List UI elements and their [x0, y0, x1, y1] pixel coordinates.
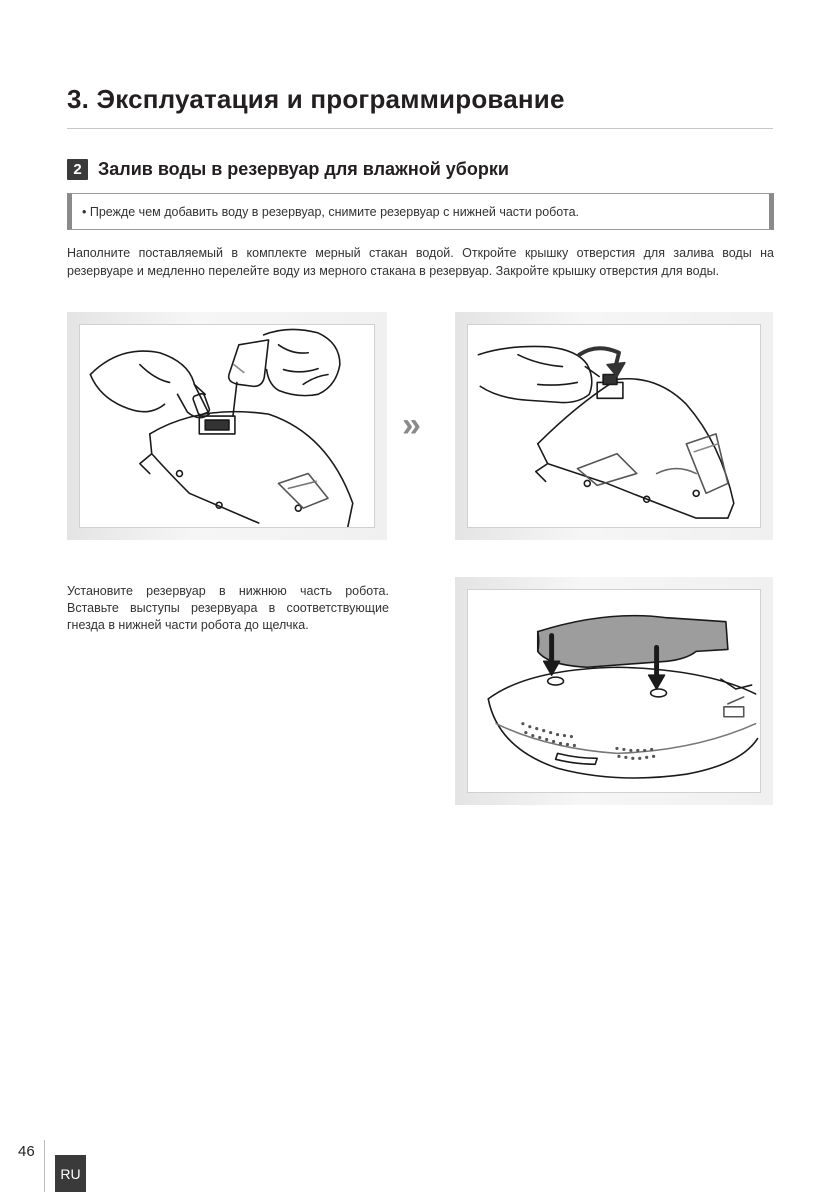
close-water-cap-illustration: [468, 325, 760, 527]
instructions-paragraph: Наполните поставляемый в комплекте мерный стакан водой. Откройте крышку отверстия для залива воды на резервуаре и медленно перелейте воду из мерного стакана в резервуар. Закройте крышку отверстия для воды.: [67, 246, 774, 278]
install-tank-into-robot-illustration: [468, 590, 760, 792]
language-badge: RU: [55, 1155, 86, 1192]
section-heading: [67, 157, 509, 181]
section-title: Залив воды в резервуар для влажной уборки: [98, 158, 509, 179]
note-box: [67, 193, 774, 230]
page-number: 46: [18, 1143, 35, 1160]
step-number-badge: 2: [67, 159, 88, 180]
footer-divider: [44, 1140, 45, 1192]
figure-close-cap: [455, 312, 773, 540]
chapter-title: 3. Эксплуатация и программирование: [67, 84, 565, 114]
next-step-arrow: »: [402, 406, 415, 444]
pour-water-into-tank-illustration: [80, 325, 374, 527]
title-divider: [67, 128, 773, 129]
figure-install-tank: [455, 577, 773, 805]
figure-pour-water: [67, 312, 387, 540]
note-text: • Прежде чем добавить воду в резервуар, снимите резервуар с нижней части робота.: [82, 204, 579, 219]
install-instructions: Установите резервуар в нижнюю часть робота. Вставьте выступы резервуара в соответствующие гнезда в нижней части робота до щелчка.: [67, 584, 389, 632]
